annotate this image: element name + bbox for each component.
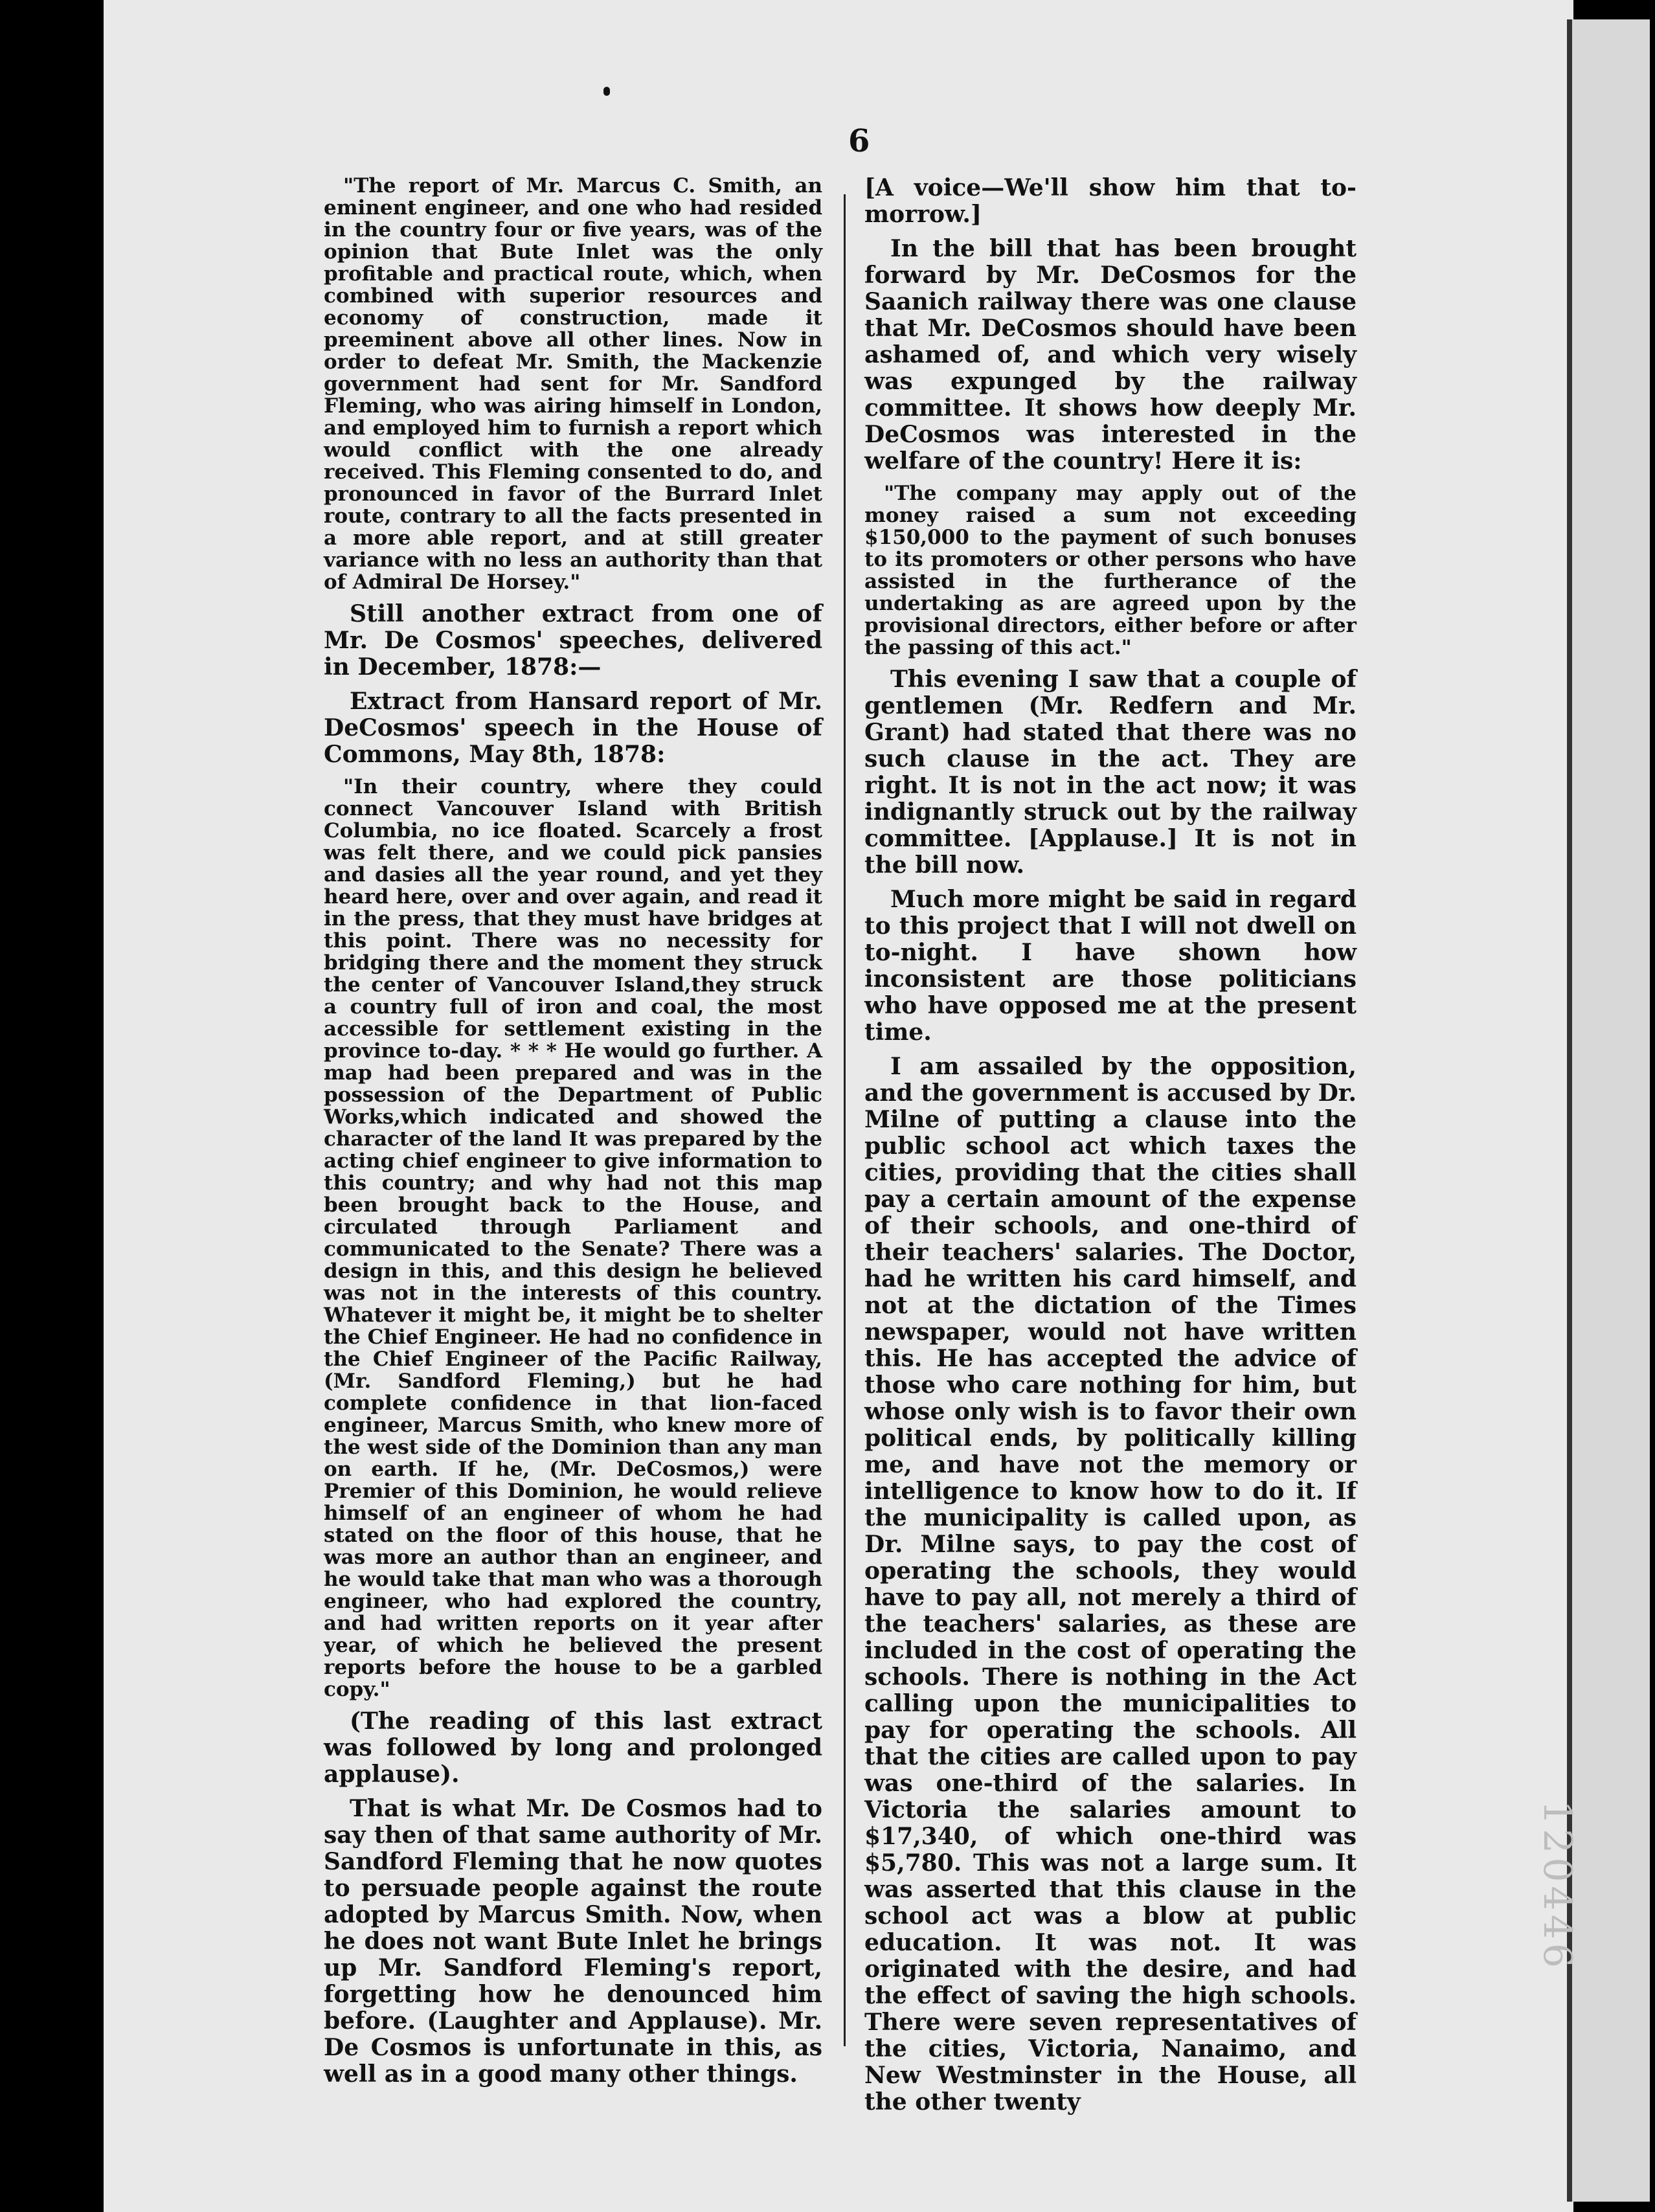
page-number: 6 [848, 123, 870, 159]
ink-spot [603, 87, 610, 96]
paragraph-inconsistent: Much more might be said in regard to this project that I will not dwell on to-night. I have shown how inconsistent are those politicians who have opposed me at the present time. [864, 886, 1357, 1046]
quote-bonus-clause: "The company may apply out of the money raised a sum not exceeding $150,000 to the payment of such bonuses to its promoters or other persons who have assisted in the furtherance of the undertaking as are agreed upon by the provisional directors, either before or after the passing of this act." [864, 482, 1357, 659]
right-column [864, 175, 1357, 2123]
paragraph-voice: [A voice—We'll show him that to-morrow.] [864, 174, 1357, 228]
paragraph-redfern-grant: This evening I saw that a couple of gentlemen (Mr. Redfern and Mr. Grant) had stated that there was no such clause in the act. They are right. It is not in the act now; it was indignantly struck out by the railway committee. [Applause.] It is not in the bill now. [864, 666, 1357, 879]
paragraph-another-extract: Still another extract from one of Mr. De Cosmos' speeches, delivered in December, 1878:— [324, 600, 822, 681]
bleed-through-text: 120446 [1535, 1800, 1580, 1972]
left-column [324, 175, 822, 2095]
paragraph-hansard-extract: Extract from Hansard report of Mr. DeCosmos' speech in the House of Commons, May 8th, 1878: [324, 688, 822, 768]
column-divider [844, 194, 846, 2046]
quote-smith-report: "The report of Mr. Marcus C. Smith, an eminent engineer, and one who had resided in the country four or five years, was of the opinion that Bute Inlet was the only profitable and practical route, which, when combined with superior resources and economy of construction, made it preeminent above all other lines. Now in order to defeat Mr. Smith, the Mackenzie government had sent for Mr. Sandford Fleming, who was airing himself in London, and employed him to furnish a report which would conflict with the one already received. This Fleming consented to do, and pronounced in favor of the Burrard Inlet route, contrary to all the facts presented in a more able report, and at still greater variance with no less an authority than that of Admiral De Horsey." [324, 174, 822, 594]
paragraph-applause: (The reading of this last extract was followed by long and prolonged applause). [324, 1708, 822, 1788]
quote-hansard-speech: "In their country, where they could connect Vancouver Island with British Columbia, no ice floated. Scarcely a frost was felt there, and we could pick pansies and dasies all the year round, and yet they heard here, over and over again, and read it in the press, that they must have bridges at this point. There was no necessity for bridging there and the moment they struck the center of Vancouver Island,they struck a country full of iron and coal, the most accessible for settlement existing in the province to-day. * * * He would go further. A map had been prepared and was in the possession of the Department of Public Works,which indicated and showed the character of the land It was prepared by the acting chief engineer to give information to this country; and why had not this map been brought back to the House, and circulated through Parliament and communicated to the Senate? There was a design in this, and this design he believed was not in the interests of this country. Whatever it might be, it might be to shelter the Chief Engineer. He had no confidence in the Chief Engineer of the Pacific Railway, (Mr. Sandford Fleming,) but he had complete confidence in that lion-faced engineer, Marcus Smith, who knew more of the west side of the Dominion than any man on earth. If he, (Mr. DeCosmos,) were Premier of this Dominion, he would relieve himself of an engineer of whom he had stated on the floor of this house, that he was more an author than an engineer, and he would take that man who was a thorough engineer, who had explored the country, and had written reports on it year after year, of which he believed the present reports before the house to be a garbled copy." [324, 775, 822, 1701]
paragraph-fleming-authority: That is what Mr. De Cosmos had to say then of that same authority of Mr. Sandford Fleming that he now quotes to persuade people against the route adopted by Marcus Smith. Now, when he does not want Bute Inlet he brings up Mr. Sandford Fleming's report, forgetting how he denounced him before. (Laughter and Applause). Mr. De Cosmos is unfortunate in this, as well as in a good many other things. [324, 1795, 822, 2088]
paragraph-school-act: I am assailed by the opposition, and the government is accused by Dr. Milne of putting a clause into the public school act which taxes the cities, providing that the cities shall pay a certain amount of the expense of their schools, and one-third of their teachers' salaries. The Doctor, had he written his card himself, and not at the dictation of the Times newspaper, would not have written this. He has accepted the advice of those who care nothing for him, but whose only wish is to favor their own political ends, by politically killing me, and have not the memory or intelligence to know how to do it. If the municipality is called upon, as Dr. Milne says, to pay the cost of operating the schools, they would have to pay all, not merely a third of the teachers' salaries, as these are included in the cost of operating the schools. There is nothing in the Act calling upon the municipalities to pay for operating the schools. All that the cities are called upon to pay was one-third of the salaries. In Victoria the salaries amount to $17,340, of which one-third was $5,780. This was not a large sum. It was asserted that this clause in the school act was a blow at public education. It was not. It was originated with the desire, and had the effect of saving the high schools. There were seven representatives of the cities, Victoria, Nanaimo, and New Westminster in the House, all the other twenty [864, 1053, 1357, 2116]
paragraph-saanich-bill: In the bill that has been brought forward by Mr. DeCosmos for the Saanich railway there was one clause that Mr. DeCosmos should have been ashamed of, and which very wisely was expunged by the railway committee. It shows how deeply Mr. DeCosmos was interested in the welfare of the country! Here it is: [864, 235, 1357, 475]
